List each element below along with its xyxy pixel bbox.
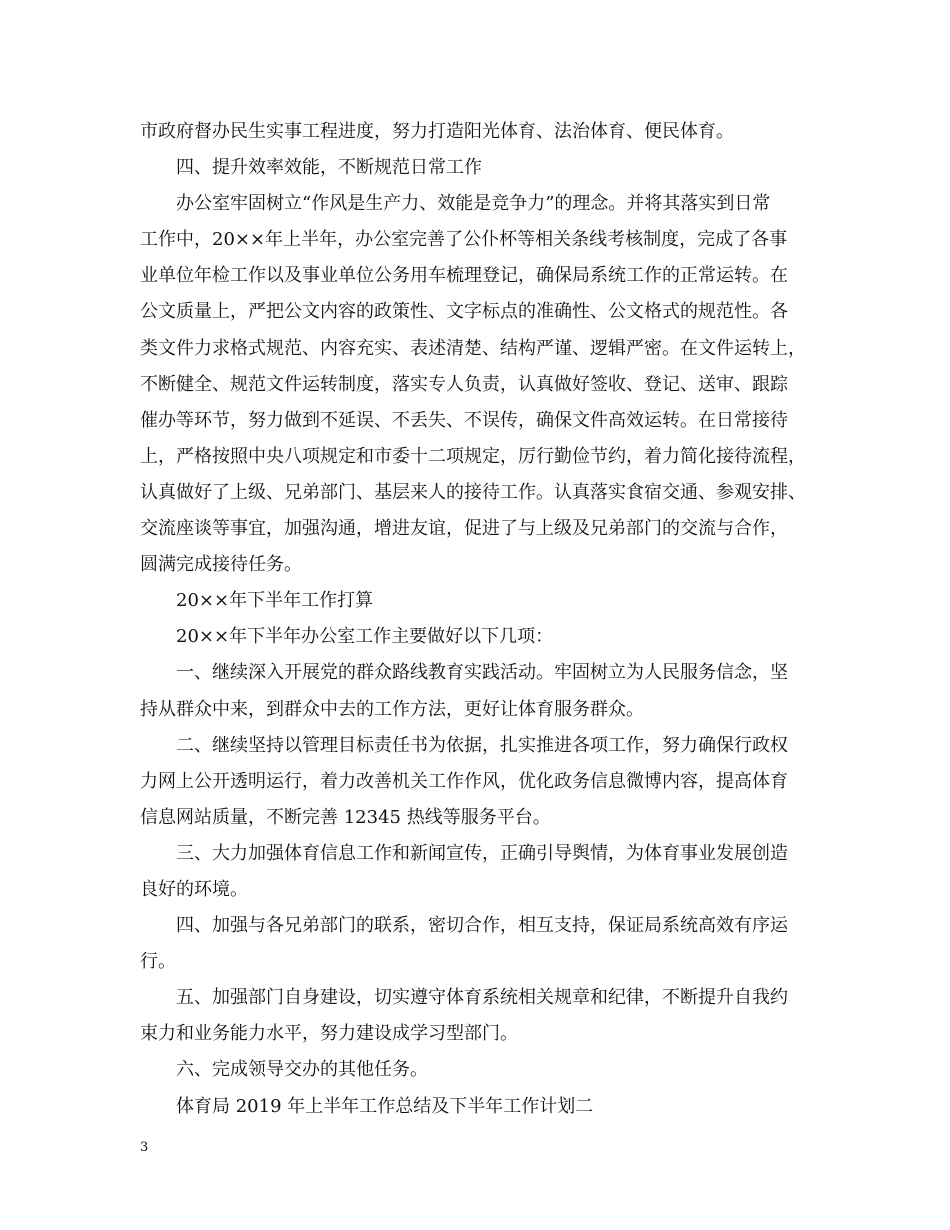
text-line: 一、继续深入开展党的群众路线教育实践活动。牢固树立为人民服务信念，坚 [176, 662, 788, 684]
text-line: 不断健全、规范文件运转制度，落实专人负责，认真做好签收、登记、送审、跟踪 [140, 373, 788, 395]
text-line: 束力和业务能力水平，努力建设成学习型部门。 [140, 1023, 518, 1045]
text-line: 工作中，20××年上半年，办公室完善了公仆杯等相关条线考核制度，完成了各事 [140, 229, 788, 251]
text-line: 二、继续坚持以管理目标责任书为依据，扎实推进各项工作，努力确保行政权 [176, 734, 788, 756]
text-line: 交流座谈等事宜，加强沟通，增进友谊，促进了与上级及兄弟部门的交流与合作， [140, 518, 788, 540]
text-line: 三、大力加强体育信息工作和新闻宣传，正确引导舆情，为体育事业发展创造 [176, 842, 788, 864]
text-line: 市政府督办民生实事工程进度，努力打造阳光体育、法治体育、便民体育。 [140, 121, 734, 142]
text-line: 类文件力求格式规范、内容充实、表述清楚、结构严谨、逻辑严密。在文件运转上， [140, 337, 806, 359]
text-line: 力网上公开透明运行，着力改善机关工作作风，优化政务信息微博内容，提高体育 [140, 770, 788, 792]
text-line: 20××年下半年办公室工作主要做好以下几项： [176, 626, 554, 648]
text-line: 催办等环节，努力做到不延误、不丢失、不误传，确保文件高效运转。在日常接待 [140, 409, 788, 431]
text-line: 上，严格按照中央八项规定和市委十二项规定，厉行勤俭节约，着力简化接待流程， [140, 445, 806, 467]
text-line: 20××年下半年工作打算 [176, 590, 374, 612]
text-line: 办公室牢固树立“作风是生产力、效能是竞争力”的理念。并将其落实到日常 [176, 193, 771, 215]
text-line: 公文质量上，严把公文内容的政策性、文字标点的准确性、公文格式的规范性。各 [140, 301, 788, 323]
text-line: 六、完成领导交办的其他任务。 [176, 1059, 428, 1081]
text-line: 认真做好了上级、兄弟部门、基层来人的接待工作。认真落实食宿交通、参观安排、 [140, 481, 806, 503]
text-line: 业单位年检工作以及事业单位公务用车梳理登记，确保局系统工作的正常运转。在 [140, 265, 788, 287]
page-number: 3 [140, 1140, 149, 1155]
text-line: 良好的环境。 [140, 878, 248, 900]
text-line: 四、提升效率效能，不断规范日常工作 [176, 157, 482, 179]
text-line: 体育局 2019 年上半年工作总结及下半年工作计划二 [176, 1095, 594, 1117]
body-text [140, 114, 825, 1125]
text-line: 持从群众中来，到群众中去的工作方法，更好让体育服务群众。 [140, 698, 644, 720]
text-line: 五、加强部门自身建设，切实遵守体育系统相关规章和纪律，不断提升自我约 [176, 987, 788, 1009]
text-line: 四、加强与各兄弟部门的联系，密切合作，相互支持，保证局系统高效有序运 [176, 915, 788, 937]
text-line: 圆满完成接待任务。 [140, 554, 302, 576]
text-line: 信息网站质量，不断完善 12345 热线等服务平台。 [140, 806, 551, 828]
text-line: 行。 [140, 951, 176, 973]
